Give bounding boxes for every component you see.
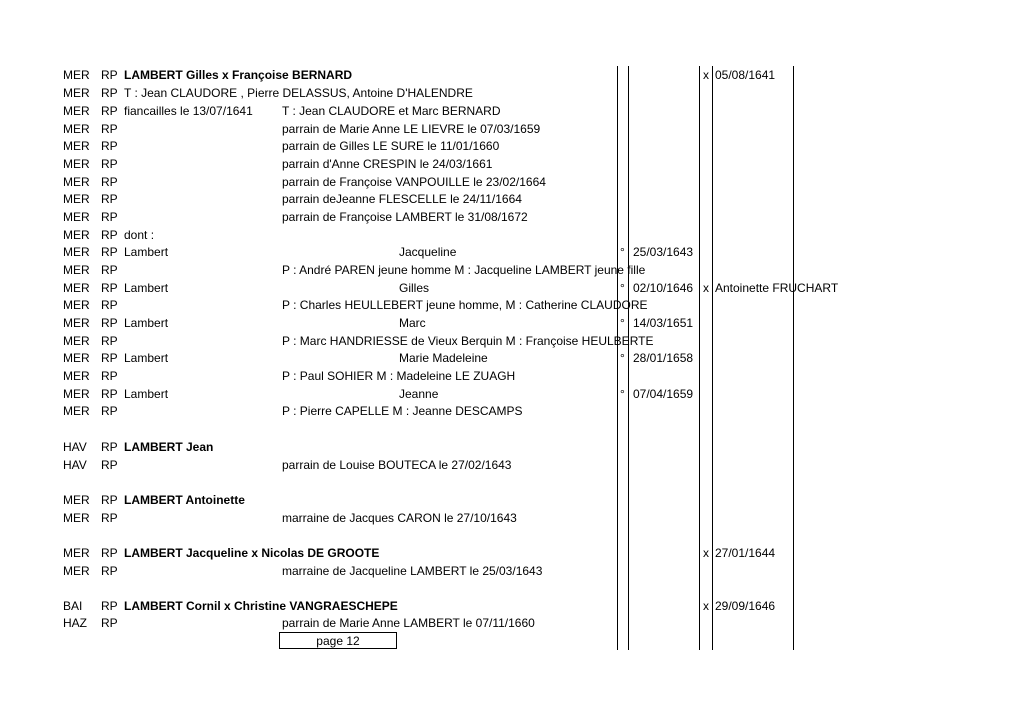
register-code: RP (101, 387, 118, 401)
surname: Lambert (124, 245, 169, 259)
table-row (0, 208, 1024, 226)
register-code: RP (101, 564, 118, 578)
birth-date: 02/10/1646 (633, 281, 694, 295)
detail-text: parrain de Gilles LE SURE le 11/01/1660 (282, 139, 500, 153)
table-row (0, 226, 1024, 244)
detail-text: parrain d'Anne CRESPIN le 24/03/1661 (282, 157, 493, 171)
table-row (0, 614, 1024, 632)
marriage-mark: x (703, 546, 709, 560)
place-code: MER (63, 387, 90, 401)
place-code: MER (63, 298, 90, 312)
marriage-mark: x (703, 68, 709, 82)
table-row (0, 84, 1024, 102)
surname: Lambert (124, 316, 169, 330)
register-code: RP (101, 511, 118, 525)
register-code: RP (101, 281, 118, 295)
register-code: RP (101, 369, 118, 383)
register-code: RP (101, 263, 118, 277)
birth-date: 14/03/1651 (633, 316, 694, 330)
register-code: RP (101, 440, 118, 454)
register-code: RP (101, 599, 118, 613)
surname: Lambert (124, 351, 169, 365)
place-code: HAZ (63, 616, 87, 630)
table-row (0, 243, 1024, 261)
witnesses-text: T : Jean CLAUDORE , Pierre DELASSUS, Antoine D'HALENDRE (124, 86, 473, 100)
marriage-mark: x (703, 599, 709, 613)
table-row (0, 509, 1024, 527)
first-name: Marie Madeleine (399, 351, 488, 365)
table-row (0, 120, 1024, 138)
detail-text: parrain de Louise BOUTECA le 27/02/1643 (282, 458, 512, 472)
birth-date: 07/04/1659 (633, 387, 694, 401)
place-code: MER (63, 139, 90, 153)
table-row (0, 385, 1024, 403)
table-row (0, 597, 1024, 615)
table-row (0, 190, 1024, 208)
register-code: RP (101, 245, 118, 259)
godparents-text: P : André PAREN jeune homme M : Jacqueline LAMBERT jeune fille (282, 263, 646, 277)
place-code: MER (63, 404, 90, 418)
detail-text: parrain de Marie Anne LE LIEVRE le 07/03/1659 (282, 122, 541, 136)
birth-date: 25/03/1643 (633, 245, 694, 259)
detail-text: parrain de Françoise VANPOUILLE le 23/02/1664 (282, 175, 546, 189)
table-row (0, 261, 1024, 279)
birth-mark: ° (620, 351, 625, 365)
table-row (0, 367, 1024, 385)
table-row (0, 349, 1024, 367)
surname: Lambert (124, 281, 169, 295)
first-name: Gilles (399, 281, 430, 295)
place-code: MER (63, 281, 90, 295)
table-row (0, 332, 1024, 350)
birth-mark: ° (620, 387, 625, 401)
entry-title: LAMBERT Jean (124, 440, 214, 454)
table-row (0, 562, 1024, 580)
place-code: MER (63, 316, 90, 330)
marriage-mark: x (703, 281, 709, 295)
register-code: RP (101, 546, 118, 560)
register-code: RP (101, 298, 118, 312)
place-code: MER (63, 369, 90, 383)
place-code: MER (63, 228, 90, 242)
place-code: MER (63, 334, 90, 348)
entry-title: LAMBERT Cornil x Christine VANGRAESCHEPE (124, 599, 398, 613)
detail-text: marraine de Jacqueline LAMBERT le 25/03/1643 (282, 564, 543, 578)
register-code: RP (101, 334, 118, 348)
surname: Lambert (124, 387, 169, 401)
table-row (0, 279, 1024, 297)
godparents-text: P : Marc HANDRIESSE de Vieux Berquin M : Françoise HEULBERTE (282, 334, 654, 348)
godparents-text: P : Paul SOHIER M : Madeleine LE ZUAGH (282, 369, 516, 383)
place-code: HAV (63, 440, 87, 454)
page-number: page 12 (279, 632, 397, 649)
table-row (0, 155, 1024, 173)
place-code: MER (63, 86, 90, 100)
detail-text: T : Jean CLAUDORE et Marc BERNARD (282, 104, 501, 118)
entry-title: LAMBERT Gilles x Françoise BERNARD (124, 68, 353, 82)
register-code: RP (101, 616, 118, 630)
entry-title: LAMBERT Jacqueline x Nicolas DE GROOTE (124, 546, 380, 560)
table-row (0, 544, 1024, 562)
place-code: MER (63, 546, 90, 560)
place-code: MER (63, 245, 90, 259)
entry-title: LAMBERT Antoinette (124, 493, 245, 507)
register-code: RP (101, 68, 118, 82)
birth-mark: ° (620, 281, 625, 295)
table-row (0, 402, 1024, 420)
register-code: RP (101, 139, 118, 153)
table-row (0, 296, 1024, 314)
place-code: MER (63, 263, 90, 277)
place-code: MER (63, 192, 90, 206)
register-code: RP (101, 122, 118, 136)
marriage-date: 27/01/1644 (715, 546, 776, 560)
godparents-text: P : Pierre CAPELLE M : Jeanne DESCAMPS (282, 404, 523, 418)
table-row (0, 173, 1024, 191)
place-code: MER (63, 351, 90, 365)
register-code: RP (101, 458, 118, 472)
marriage-date: 05/08/1641 (715, 68, 776, 82)
register-code: RP (101, 157, 118, 171)
table-row (0, 102, 1024, 120)
detail-text: parrain deJeanne FLESCELLE le 24/11/1664 (282, 192, 522, 206)
table-row (0, 491, 1024, 509)
first-name: Jacqueline (399, 245, 457, 259)
birth-mark: ° (620, 316, 625, 330)
marriage-date: 29/09/1646 (715, 599, 776, 613)
register-code: RP (101, 404, 118, 418)
godparents-text: P : Charles HEULLEBERT jeune homme, M : Catherine CLAUDORE (282, 298, 648, 312)
register-code: RP (101, 104, 118, 118)
place-code: MER (63, 157, 90, 171)
place-code: MER (63, 564, 90, 578)
place-code: MER (63, 68, 90, 82)
place-code: MER (63, 210, 90, 224)
register-code: RP (101, 493, 118, 507)
place-code: HAV (63, 458, 87, 472)
first-name: Marc (399, 316, 426, 330)
detail-text: parrain de Marie Anne LAMBERT le 07/11/1660 (282, 616, 535, 630)
register-code: RP (101, 175, 118, 189)
table-row (0, 314, 1024, 332)
table-row (0, 66, 1024, 84)
table-row (0, 438, 1024, 456)
register-code: RP (101, 228, 118, 242)
place-code: MER (63, 493, 90, 507)
register-code: RP (101, 210, 118, 224)
register-code: RP (101, 316, 118, 330)
table-row (0, 137, 1024, 155)
detail-text: marraine de Jacques CARON le 27/10/1643 (282, 511, 517, 525)
place-code: MER (63, 175, 90, 189)
engagement-text: fiancailles le 13/07/1641 (124, 104, 253, 118)
place-code: MER (63, 122, 90, 136)
birth-date: 28/01/1658 (633, 351, 694, 365)
place-code: MER (63, 104, 90, 118)
place-code: MER (63, 511, 90, 525)
table-row (0, 456, 1024, 474)
first-name: Jeanne (399, 387, 439, 401)
spouse-name: Antoinette FRUCHART (715, 281, 839, 295)
children-heading: dont : (124, 228, 155, 242)
detail-text: parrain de Françoise LAMBERT le 31/08/1672 (282, 210, 528, 224)
place-code: BAI (63, 599, 83, 613)
register-code: RP (101, 86, 118, 100)
birth-mark: ° (620, 245, 625, 259)
register-code: RP (101, 351, 118, 365)
register-code: RP (101, 192, 118, 206)
